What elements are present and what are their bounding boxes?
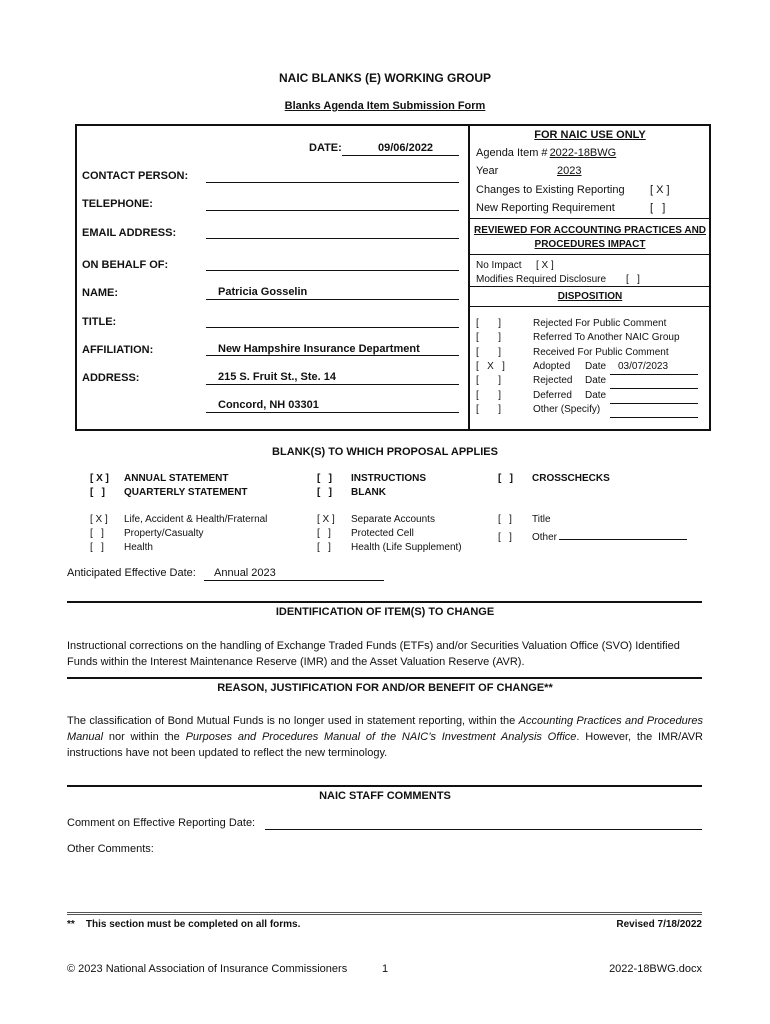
new-reporting-checkbox[interactable]: [ ] [650, 202, 666, 214]
effective-date-label: Anticipated Effective Date: [67, 567, 196, 579]
identification-text: Instructional corrections on the handling of Exchange Traded Funds (ETFs) and/or Securities Valuation Office (SVO) Identified Funds within the Interest Maintenance Reserve (IMR) and the Asset Valuation Reserve (AVR). [67, 640, 680, 668]
separate-accounts-option[interactable] [317, 514, 435, 525]
copyright: © 2023 National Association of Insurance Commissioners [67, 963, 348, 975]
checkbox[interactable]: [ ] [498, 532, 512, 543]
contact-person-label: CONTACT PERSON: [82, 170, 189, 182]
protected-cell-option[interactable] [317, 528, 414, 539]
disposition-checkbox[interactable]: [ ] [476, 318, 502, 329]
disposition-date-field[interactable] [610, 375, 698, 389]
blank-option[interactable] [317, 487, 386, 498]
option-label: Other [532, 532, 558, 543]
property-option[interactable] [90, 528, 203, 539]
checkbox[interactable]: [ ] [90, 542, 104, 553]
address-label: ADDRESS: [82, 372, 140, 384]
naic-use-heading: FOR NAIC USE ONLY [534, 129, 646, 141]
adopted-date-value: 03/07/2023 [618, 361, 669, 372]
contact-person-field[interactable] [206, 182, 459, 183]
effective-comment-label: Comment on Effective Reporting Date: [67, 817, 256, 829]
affiliation-value: New Hampshire Insurance Department [218, 343, 420, 355]
disposition-heading: DISPOSITION [557, 291, 623, 302]
year-value: 2023 [557, 165, 582, 177]
changes-existing-checkbox[interactable]: [ X ] [650, 184, 670, 196]
disposition-label: Deferred [533, 390, 572, 401]
reason-text-part: The classification of Bond Mutual Funds is no longer used in statement reporting, within the [67, 715, 519, 727]
option-label: ANNUAL STATEMENT [124, 473, 229, 484]
checkbox[interactable]: [ ] [498, 514, 512, 525]
option-label: BLANK [351, 487, 386, 498]
address-line-2: Concord, NH 03301 [218, 399, 319, 411]
name-label: NAME: [82, 287, 119, 299]
on-behalf-field[interactable] [206, 270, 459, 271]
rule-reason [67, 677, 702, 679]
date-line [342, 155, 459, 156]
checkbox[interactable]: [ ] [317, 542, 331, 553]
option-label: Health [124, 542, 153, 553]
other-specify-field[interactable] [559, 528, 687, 540]
modifies-checkbox[interactable]: [ ] [626, 274, 640, 285]
disposition-checkbox[interactable]: [ ] [476, 390, 502, 401]
reviewed-heading-2: PROCEDURES IMPACT [534, 239, 646, 250]
email-field[interactable] [206, 238, 459, 239]
reviewed-heading-1: REVIEWED FOR ACCOUNTING PRACTICES AND [473, 225, 707, 236]
divider-disposition-bottom [469, 306, 710, 307]
option-label: Title [532, 514, 551, 525]
health-life-option[interactable] [317, 542, 462, 553]
disposition-other-field[interactable] [610, 404, 698, 418]
no-impact-checkbox[interactable]: [ X ] [536, 260, 554, 271]
disposition-date-label: Date [585, 375, 607, 386]
revised-date: Revised 7/18/2022 [616, 919, 702, 930]
health-option[interactable] [90, 542, 153, 553]
option-label: Separate Accounts [351, 514, 435, 525]
option-label: Health (Life Supplement) [351, 542, 462, 553]
title-field[interactable] [206, 327, 459, 328]
checkbox[interactable]: [ ] [90, 487, 105, 498]
disposition-label: Adopted [533, 361, 571, 372]
disposition-label: Received For Public Comment [533, 347, 669, 358]
on-behalf-label: ON BEHALF OF: [82, 259, 169, 271]
box-divider [468, 124, 470, 431]
reason-heading: REASON, JUSTIFICATION FOR AND/OR BENEFIT OF CHANGE** [217, 682, 553, 694]
modifies-label: Modifies Required Disclosure [476, 274, 607, 285]
affiliation-label: AFFILIATION: [82, 344, 154, 356]
disposition-label: Rejected [533, 375, 573, 386]
option-label: INSTRUCTIONS [351, 473, 426, 484]
reason-italic-apm: Accounting Practices and Procedures Manual [67, 715, 704, 743]
address-field-1[interactable] [206, 384, 459, 385]
disposition-date-label: Date [585, 361, 607, 372]
checkbox[interactable]: [ X ] [90, 473, 109, 484]
disposition-date-field[interactable] [610, 390, 698, 404]
disposition-checkbox[interactable]: [ ] [476, 375, 502, 386]
title-label: TITLE: [82, 316, 117, 328]
checkbox[interactable]: [ X ] [317, 514, 335, 525]
rule-identification [67, 601, 702, 603]
form-title: Blanks Agenda Item Submission Form [284, 100, 486, 112]
divider-reviewed [469, 218, 710, 219]
checkbox[interactable]: [ ] [317, 473, 332, 484]
other-comments-label: Other Comments: [67, 843, 154, 855]
option-label: QUARTERLY STATEMENT [124, 487, 248, 498]
name-field[interactable] [206, 299, 459, 300]
changes-existing-label: Changes to Existing Reporting [476, 184, 625, 196]
staff-heading: NAIC STAFF COMMENTS [319, 790, 451, 802]
year-label: Year [476, 165, 499, 177]
checkbox[interactable]: [ ] [317, 487, 332, 498]
affiliation-field[interactable] [206, 355, 459, 356]
effective-comment-field[interactable] [265, 829, 702, 830]
option-label: Life, Accident & Health/Fraternal [124, 514, 268, 525]
telephone-label: TELEPHONE: [82, 198, 153, 210]
agenda-item-row [476, 147, 646, 159]
checkbox[interactable]: [ ] [90, 528, 104, 539]
reason-text-part: . However, the IMR/AVR instructions have not been updated to reflect the new terminology. [67, 731, 703, 759]
disposition-checkbox[interactable]: [ ] [476, 332, 502, 343]
identification-heading: IDENTIFICATION OF ITEM(S) TO CHANGE [275, 606, 495, 618]
checkbox[interactable]: [ ] [498, 473, 513, 484]
effective-date-field[interactable] [204, 567, 384, 581]
file-name: 2022-18BWG.docx [609, 963, 702, 975]
reason-text [67, 713, 703, 761]
disposition-label: Other (Specify) [533, 404, 601, 415]
email-label: EMAIL ADDRESS: [82, 227, 177, 239]
footer-note: ** This section must be completed on all forms. [67, 919, 301, 930]
disposition-date-label: Date [585, 390, 607, 401]
quarterly-statement-option[interactable] [90, 487, 248, 498]
annual-statement-option[interactable] [90, 473, 228, 484]
instructions-option[interactable] [317, 473, 426, 484]
date-value: 09/06/2022 [378, 142, 434, 154]
disposition-label: Referred To Another NAIC Group [533, 332, 680, 343]
new-reporting-label: New Reporting Requirement [476, 202, 615, 214]
no-impact-label: No Impact [476, 260, 522, 271]
disposition-checkbox[interactable]: [ ] [476, 347, 502, 358]
telephone-field[interactable] [206, 210, 459, 211]
agenda-item-value: 2022-18BWG [549, 147, 617, 159]
life-option[interactable] [90, 514, 267, 525]
agenda-item-label: Agenda Item # [476, 147, 548, 159]
crosschecks-option[interactable] [498, 473, 610, 484]
effective-date-value: Annual 2023 [214, 567, 276, 579]
rule-staff [67, 785, 702, 787]
reason-text-part: nor within the [103, 731, 186, 743]
disposition-checkbox[interactable]: [ ] [476, 404, 502, 415]
checkbox[interactable]: [ X ] [90, 514, 108, 525]
name-value: Patricia Gosselin [218, 286, 308, 298]
blanks-heading: BLANK(S) TO WHICH PROPOSAL APPLIES [272, 446, 498, 458]
date-label: DATE: [309, 142, 342, 154]
option-label: Protected Cell [351, 528, 414, 539]
page-number: 1 [382, 963, 389, 975]
checkbox[interactable]: [ ] [317, 528, 331, 539]
divider-impact [469, 254, 710, 255]
option-label: CROSSCHECKS [532, 473, 610, 484]
address-line-1: 215 S. Fruit St., Ste. 14 [218, 371, 336, 383]
reason-italic-ppm: Purposes and Procedures Manual of the NAIC’s Investment Analysis Office [185, 731, 577, 743]
disposition-label: Rejected For Public Comment [533, 318, 667, 329]
divider-disposition [469, 286, 710, 287]
option-label: Property/Casualty [124, 528, 204, 539]
title-option[interactable] [498, 514, 551, 525]
group-title: NAIC BLANKS (E) WORKING GROUP [279, 71, 491, 85]
disposition-checkbox[interactable]: [ X ] [476, 361, 505, 372]
disposition-date-field[interactable] [610, 361, 698, 375]
address-field-2[interactable] [206, 412, 459, 413]
other-option[interactable] [498, 528, 687, 543]
rule-footer [67, 912, 702, 915]
